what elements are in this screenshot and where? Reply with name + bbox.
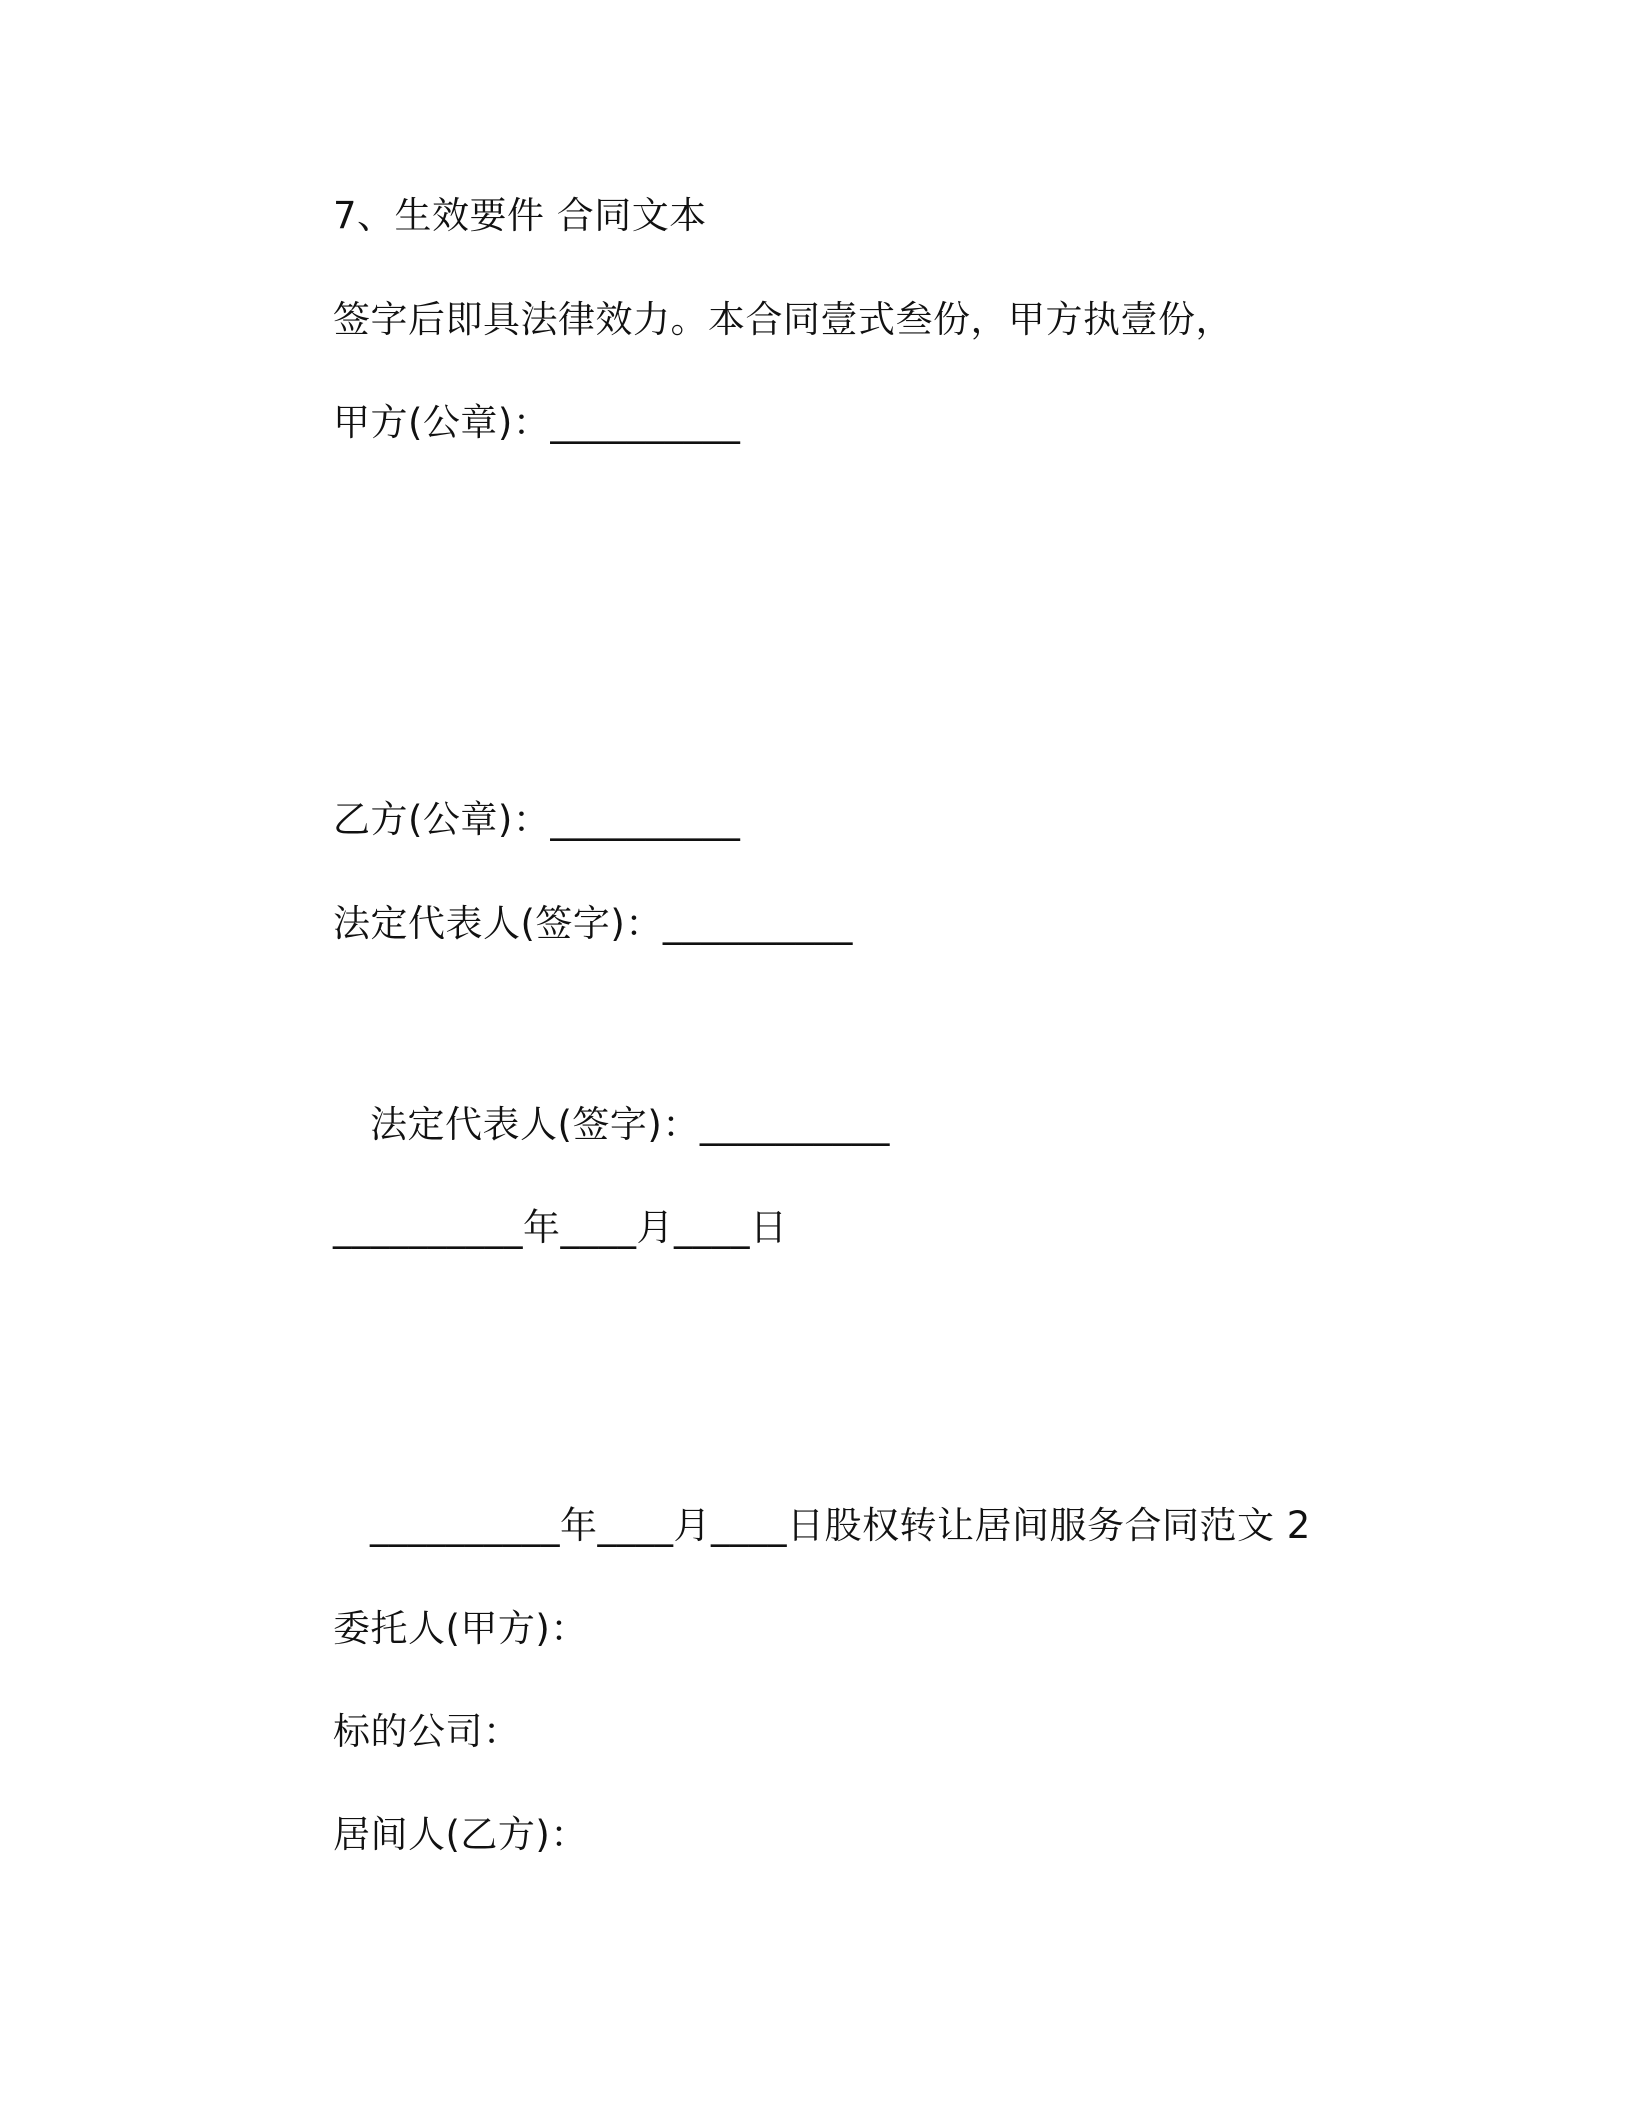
legal-representative-signature-line-indented: 法定代表人(签字)：__________ [370, 1103, 890, 1146]
date-line: __________年____月____日 [333, 1206, 788, 1249]
target-company-label: 标的公司： [333, 1710, 521, 1753]
paragraph-legal-effect: 签字后即具法律效力。本合同壹式叁份，甲方执壹份， [333, 298, 1233, 341]
intermediary-party-b-label: 居间人(乙方)： [333, 1813, 588, 1856]
contract-template-title: __________年____月____日股权转让居间服务合同范文 2 [370, 1504, 1311, 1547]
legal-representative-signature-line: 法定代表人(签字)：__________ [333, 902, 853, 945]
party-b-seal-line: 乙方(公章)：__________ [333, 798, 741, 841]
client-party-a-label: 委托人(甲方)： [333, 1607, 588, 1650]
party-a-seal-line: 甲方(公章)：__________ [333, 401, 741, 444]
section-heading-effective-conditions: 7、生效要件 合同文本 [333, 194, 707, 237]
